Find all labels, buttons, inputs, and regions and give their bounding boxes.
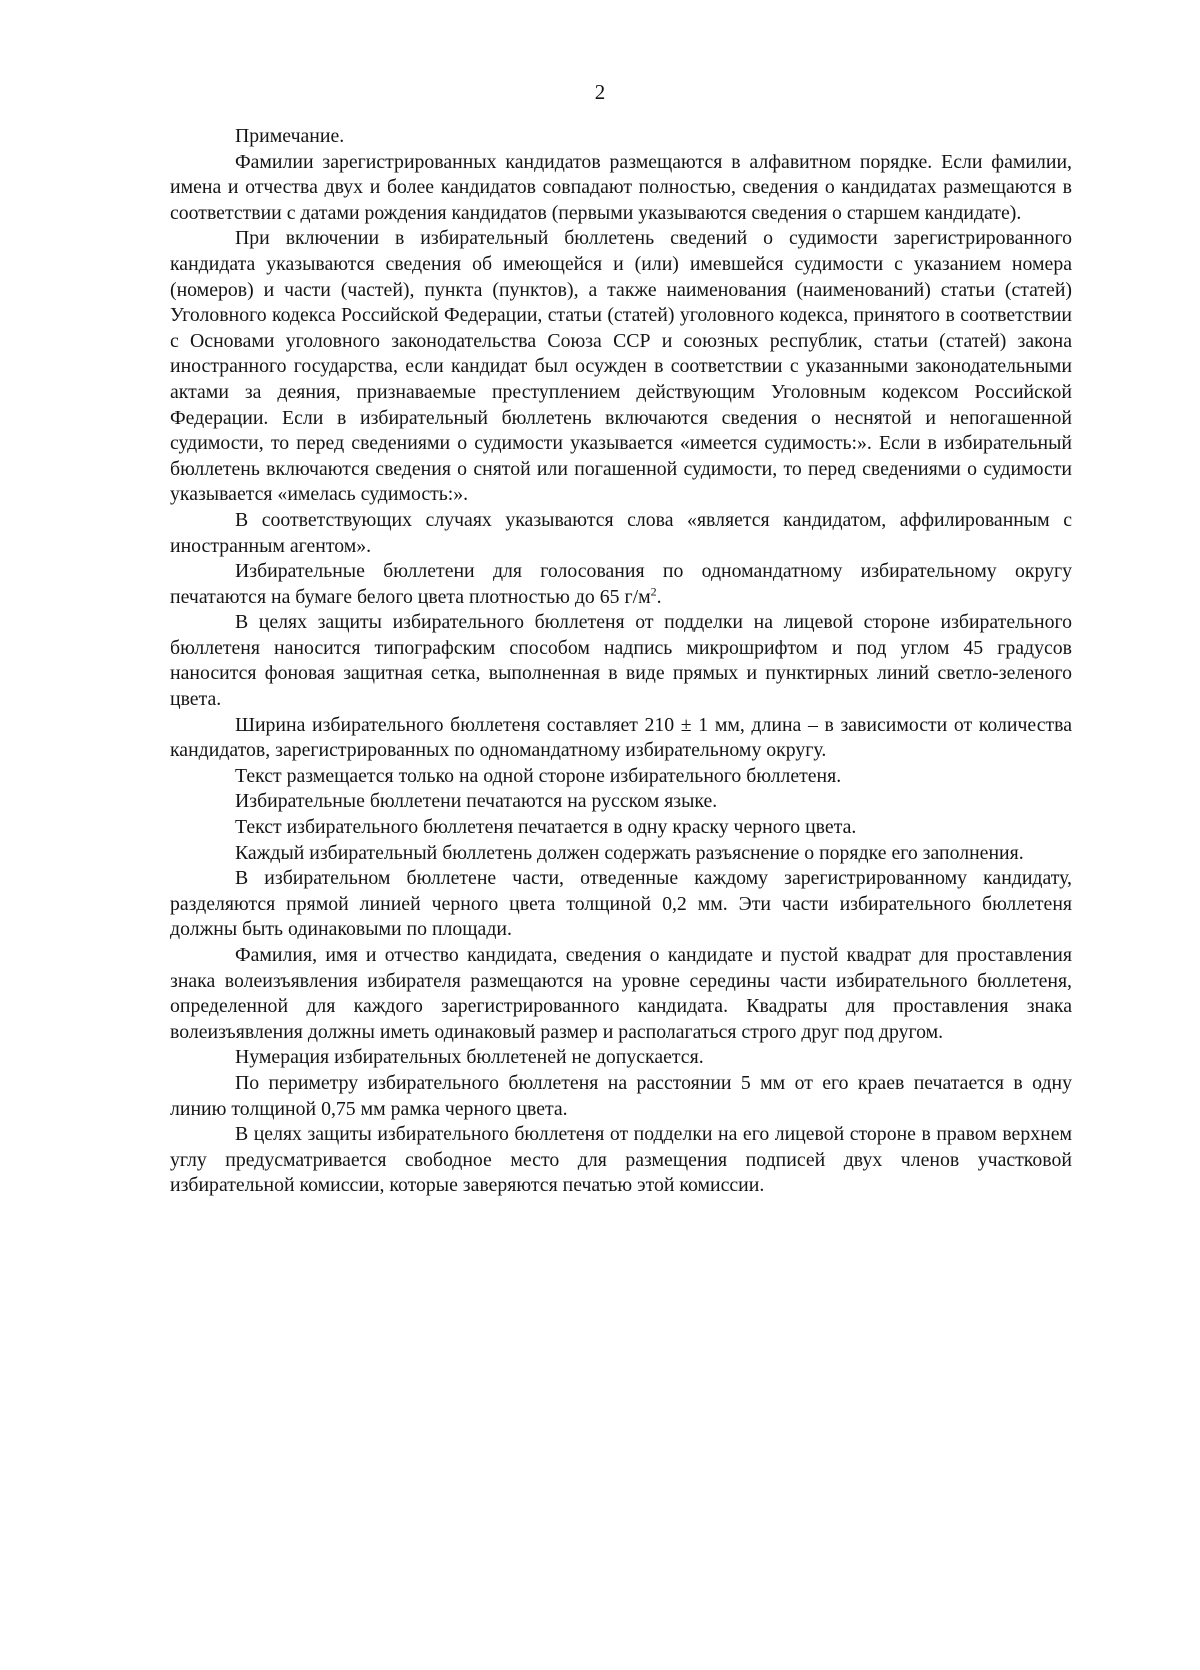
paragraph-candidate-square: Фамилия, имя и отчество кандидата, сведения о кандидате и пустой квадрат для проставления знака волеизъявления избирателя размещаются на уровне середины части избирательного бюллетеня, определенной для каждого зарегистрированного кандидата. Квадраты для проставления знака волеизъявления должны иметь одинаковый размер и располагаться строго друг под другом.	[170, 944, 1072, 1043]
paragraph-criminal-record: При включении в избирательный бюллетень сведений о судимости зарегистрированного кандидата указываются сведения об имеющейся и (или) имевшейся судимости с указанием номера (номеров) и части (частей), пункта (пунктов), а также наименования (наименований) статьи (статей) Уголовного кодекса Российской Федерации, статьи (статей) уголовного кодекса, принятого в соответствии с Основами уголовного законодательства Союза ССР и союзных республик, статьи (статей) закона иностранного государства, если кандидат был осужден в соответствии с указанными законодательными актами за деяния, признаваемые преступлением действующим Уголовным кодексом Российской Федерации. Если в избирательный бюллетень включаются сведения о неснятой и непогашенной судимости, то перед сведениями о судимости указывается «имеется судимость:». Если в избирательный бюллетень включаются сведения о снятой или погашенной судимости, то перед сведениями о судимости указывается «имелась судимость:».	[170, 227, 1072, 506]
paragraph-black-ink: Текст избирательного бюллетеня печатается в одну краску черного цвета.	[235, 816, 857, 839]
paragraph-russian-language: Избирательные бюллетени печатаются на русском языке.	[235, 790, 718, 813]
paragraph-signatures: В целях защиты избирательного бюллетеня от подделки на его лицевой стороне в правом верхнем углу предусматривается свободное место для размещения подписей двух членов участковой избирательной комиссии, которые заверяются печатью этой комиссии.	[170, 1123, 1072, 1197]
page-number: 2	[594, 80, 606, 104]
paper-density-superscript: 2	[650, 584, 657, 599]
paragraph-one-side: Текст размещается только на одной стороне избирательного бюллетеня.	[235, 764, 842, 787]
paragraph-alphabetical-order: Фамилии зарегистрированных кандидатов размещаются в алфавитном порядке. Если фамилии, имена и отчества двух и более кандидатов совпадают полностью, сведения о кандидатах размещаются в соответствии с датами рождения кандидатов (первыми указываются сведения о старшем кандидате).	[170, 150, 1072, 224]
paragraph-foreign-agent: В соответствующих случаях указываются слова «является кандидатом, аффилированным с иностранным агентом».	[170, 508, 1072, 557]
paragraph-paper-density	[170, 559, 1072, 610]
paper-density-text: Избирательные бюллетени для голосования по одномандатному избирательному округу печатаются на бумаге белого цвета плотностью до 65 г/м	[170, 560, 1072, 608]
document-body	[170, 124, 1072, 1199]
paragraph-ballot-width: Ширина избирательного бюллетеня составляет 210 ± 1 мм, длина – в зависимости от количества кандидатов, зарегистрированных по одномандатному избирательному округу.	[170, 713, 1072, 762]
note-heading: Примечание.	[235, 125, 345, 147]
paragraph-protection-grid: В целях защиты избирательного бюллетеня от подделки на лицевой стороне избирательного бюллетеня наносится типографским способом надпись микрошрифтом и под углом 45 градусов наносится фоновая защитная сетка, выполненная в виде прямых и пунктирных линий светло-зеленого цвета.	[170, 611, 1072, 711]
paper-density-tail: .	[656, 585, 662, 608]
paragraph-instructions: Каждый избирательный бюллетень должен содержать разъяснение о порядке его заполнения.	[235, 841, 1024, 864]
paragraph-dividing-lines: В избирательном бюллетене части, отведенные каждому зарегистрированному кандидату, разделяются прямой линией черного цвета толщиной 0,2 мм. Эти части избирательного бюллетеня должны быть одинаковыми по площади.	[170, 867, 1072, 941]
paragraph-no-numbering: Нумерация избирательных бюллетеней не допускается.	[235, 1046, 704, 1069]
paragraph-frame: По периметру избирательного бюллетеня на расстоянии 5 мм от его краев печатается в одну линию толщиной 0,75 мм рамка черного цвета.	[170, 1071, 1072, 1120]
